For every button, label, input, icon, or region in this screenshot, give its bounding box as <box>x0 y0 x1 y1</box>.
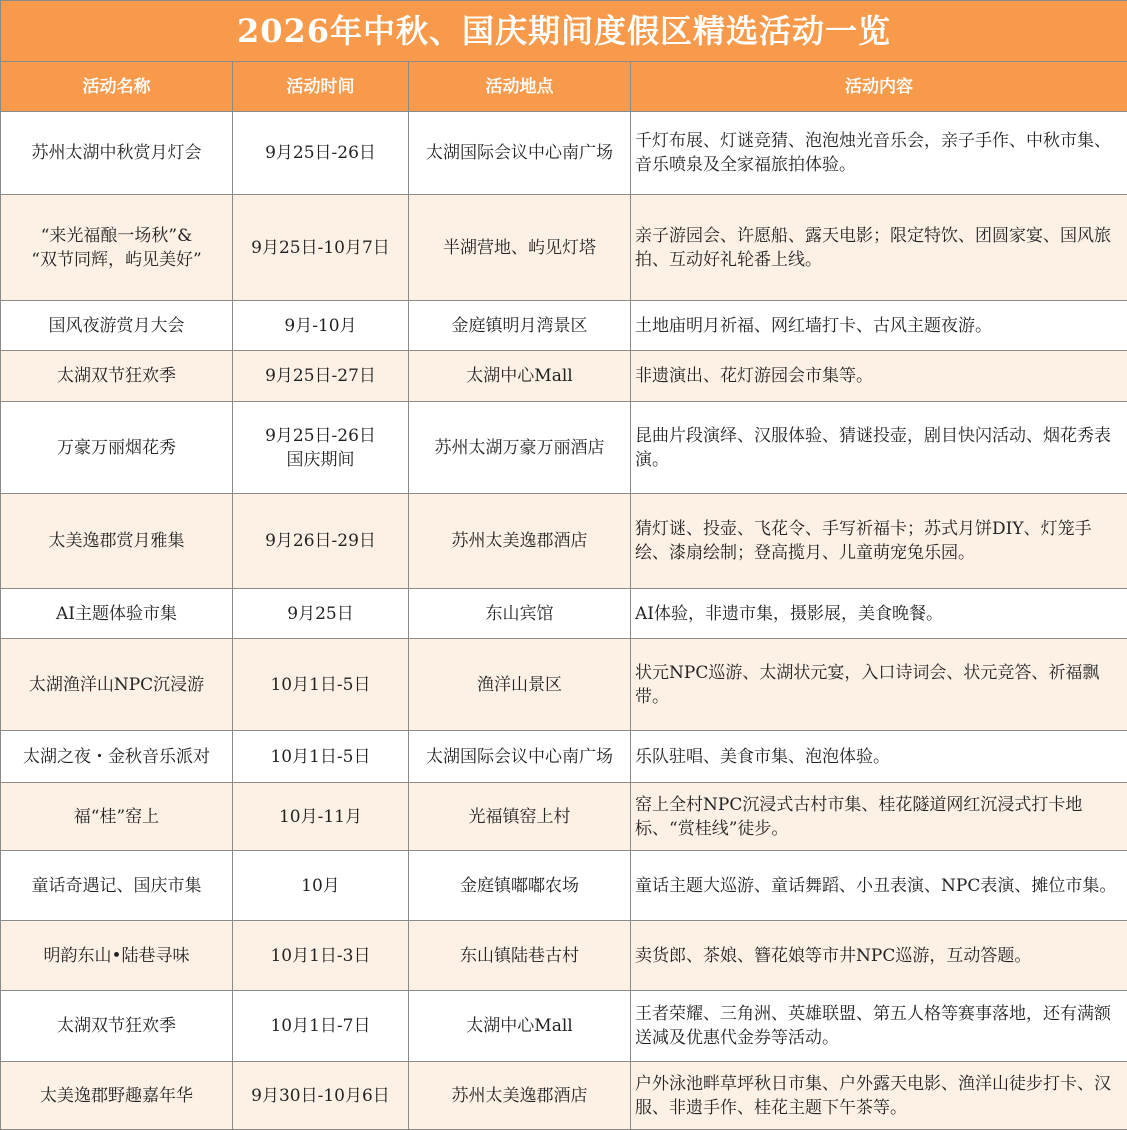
activity-place: 金庭镇嘟嘟农场 <box>409 851 631 921</box>
activity-time: 9月25日-27日 <box>233 351 409 402</box>
activity-content: 卖货郎、茶娘、簪花娘等市井NPC巡游，互动答题。 <box>631 921 1127 991</box>
activity-place: 太湖国际会议中心南广场 <box>409 112 631 195</box>
activity-content: 非遗演出、花灯游园会市集等。 <box>631 351 1127 402</box>
table-row <box>1 731 1127 783</box>
activity-place: 太湖中心Mall <box>409 991 631 1062</box>
activity-content: 千灯布展、灯谜竞猜、泡泡烛光音乐会，亲子手作、中秋市集、音乐喷泉及全家福旅拍体验。 <box>631 112 1127 195</box>
table-row <box>1 301 1127 351</box>
activity-content: 亲子游园会、许愿船、露天电影；限定特饮、团圆家宴、国风旅拍、互动好礼轮番上线。 <box>631 195 1127 301</box>
activity-content: 状元NPC巡游、太湖状元宴，入口诗词会、状元竞答、祈福飘带。 <box>631 639 1127 731</box>
activity-name: 太美逸郡赏月雅集 <box>1 494 233 589</box>
activity-name: 太湖双节狂欢季 <box>1 351 233 402</box>
activity-time: 9月-10月 <box>233 301 409 351</box>
table-row <box>1 402 1127 494</box>
activity-time: 9月25日-26日 <box>233 112 409 195</box>
table-row <box>1 921 1127 991</box>
activity-name: 童话奇遇记、国庆市集 <box>1 851 233 921</box>
table-row <box>1 851 1127 921</box>
activity-content: 窑上全村NPC沉浸式古村市集、桂花隧道网红沉浸式打卡地标、“赏桂线”徒步。 <box>631 783 1127 851</box>
activity-place: 光福镇窑上村 <box>409 783 631 851</box>
activity-name: AI主题体验市集 <box>1 589 233 639</box>
activity-name: 太湖双节狂欢季 <box>1 991 233 1062</box>
activity-place: 苏州太美逸郡酒店 <box>409 494 631 589</box>
column-header-place: 活动地点 <box>409 62 631 112</box>
activity-time: 9月26日-29日 <box>233 494 409 589</box>
column-header-content: 活动内容 <box>631 62 1127 112</box>
activity-time: 10月1日-7日 <box>233 991 409 1062</box>
activity-name: 明韵东山•陆巷寻味 <box>1 921 233 991</box>
activity-time: 10月1日-5日 <box>233 639 409 731</box>
activity-time: 10月-11月 <box>233 783 409 851</box>
activity-time: 9月25日-10月7日 <box>233 195 409 301</box>
activity-place: 太湖国际会议中心南广场 <box>409 731 631 783</box>
table-row <box>1 195 1127 301</box>
activity-time: 9月25日-26日 国庆期间 <box>233 402 409 494</box>
activity-place: 太湖中心Mall <box>409 351 631 402</box>
activity-place: 苏州太美逸郡酒店 <box>409 1062 631 1130</box>
activity-name: 苏州太湖中秋赏月灯会 <box>1 112 233 195</box>
activity-time: 9月25日 <box>233 589 409 639</box>
table-row <box>1 589 1127 639</box>
activity-place: 苏州太湖万豪万丽酒店 <box>409 402 631 494</box>
activity-place: 东山镇陆巷古村 <box>409 921 631 991</box>
page-title: 2026年中秋、国庆期间度假区精选活动一览 <box>1 1 1127 62</box>
table-row <box>1 1062 1127 1130</box>
activity-time: 10月1日-3日 <box>233 921 409 991</box>
column-header-time: 活动时间 <box>233 62 409 112</box>
table-row <box>1 783 1127 851</box>
activity-content: 昆曲片段演绎、汉服体验、猜谜投壶，剧目快闪活动、烟花秀表演。 <box>631 402 1127 494</box>
activity-name: 国风夜游赏月大会 <box>1 301 233 351</box>
table-row <box>1 639 1127 731</box>
table-row <box>1 112 1127 195</box>
activity-content: 乐队驻唱、美食市集、泡泡体验。 <box>631 731 1127 783</box>
activity-name: 太美逸郡野趣嘉年华 <box>1 1062 233 1130</box>
activity-content: 猜灯谜、投壶、飞花令、手写祈福卡；苏式月饼DIY、灯笼手绘、漆扇绘制；登高揽月、儿童萌宠兔乐园。 <box>631 494 1127 589</box>
activity-content: 土地庙明月祈福、网红墙打卡、古风主题夜游。 <box>631 301 1127 351</box>
activity-time: 9月30日-10月6日 <box>233 1062 409 1130</box>
table-row <box>1 991 1127 1062</box>
activity-place: 东山宾馆 <box>409 589 631 639</box>
activity-content: 王者荣耀、三角洲、英雄联盟、第五人格等赛事落地，还有满额送减及优惠代金券等活动。 <box>631 991 1127 1062</box>
activity-place: 渔洋山景区 <box>409 639 631 731</box>
table-row <box>1 494 1127 589</box>
activity-place: 半湖营地、屿见灯塔 <box>409 195 631 301</box>
activity-name: 福“桂”窑上 <box>1 783 233 851</box>
activity-name: “来光福酿一场秋”& “双节同辉，屿见美好” <box>1 195 233 301</box>
activity-time: 10月1日-5日 <box>233 731 409 783</box>
activity-name: 太湖之夜・金秋音乐派对 <box>1 731 233 783</box>
column-header-name: 活动名称 <box>1 62 233 112</box>
activity-name: 万豪万丽烟花秀 <box>1 402 233 494</box>
activity-content: 户外泳池畔草坪秋日市集、户外露天电影、渔洋山徒步打卡、汉服、非遗手作、桂花主题下午茶等。 <box>631 1062 1127 1130</box>
activity-name: 太湖渔洋山NPC沉浸游 <box>1 639 233 731</box>
activity-place: 金庭镇明月湾景区 <box>409 301 631 351</box>
activity-time: 10月 <box>233 851 409 921</box>
activity-content: AI体验，非遗市集，摄影展，美食晚餐。 <box>631 589 1127 639</box>
table-row <box>1 351 1127 402</box>
activity-content: 童话主题大巡游、童话舞蹈、小丑表演、NPC表演、摊位市集。 <box>631 851 1127 921</box>
